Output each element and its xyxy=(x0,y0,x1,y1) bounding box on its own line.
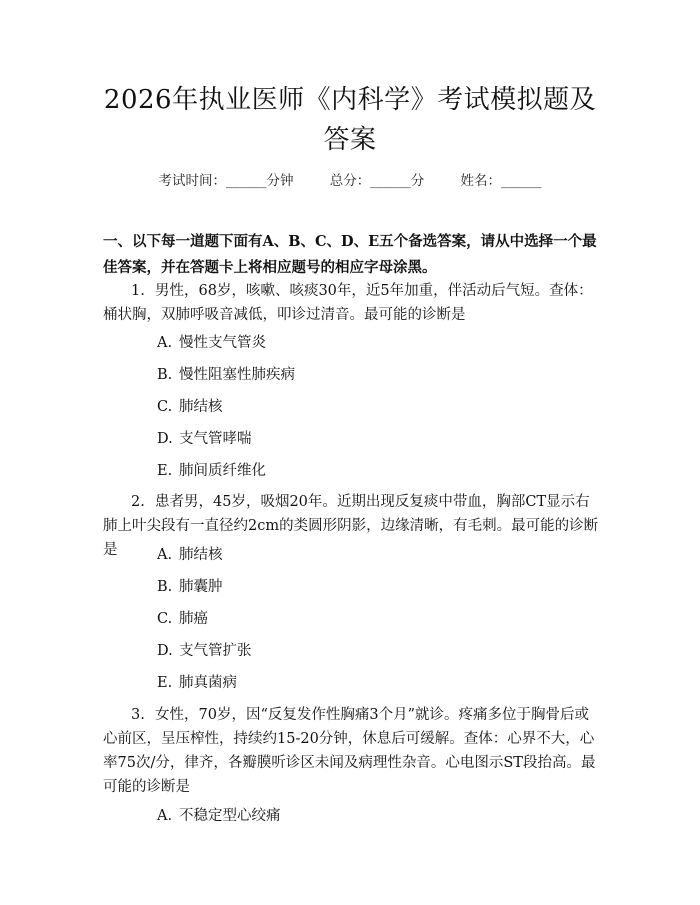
question-2-number: 2. xyxy=(131,494,145,510)
option-text: 肺癌 xyxy=(179,611,208,627)
option-text: 不稳定型心绞痛 xyxy=(179,808,281,824)
option-text: 肺间质纤维化 xyxy=(179,463,266,479)
option-letter: E. xyxy=(157,463,173,479)
option-letter: A. xyxy=(157,808,173,824)
total-score-field: 总分：______分 xyxy=(329,173,425,189)
question-2-text: 患者男，45岁，吸烟20年。近期出现反复痰中带血，胸部CT显示右肺上叶尖段有一直径约2cm的类圆形阴影，边缘清晰，有毛刺。最可能的诊断是 xyxy=(103,494,599,558)
question-2-option-a[interactable] xyxy=(157,545,223,565)
exam-meta xyxy=(0,169,700,189)
option-text: 肺真菌病 xyxy=(179,675,237,691)
exam-time-field: 考试时间：______分钟 xyxy=(158,173,294,189)
option-letter: D. xyxy=(157,431,173,447)
question-3-stem xyxy=(103,703,599,799)
option-text: 肺结核 xyxy=(179,547,223,563)
question-2-option-e[interactable] xyxy=(157,673,237,693)
option-letter: B. xyxy=(157,367,173,383)
page-title: 2026年执业医师《内科学》考试模拟题及答案 xyxy=(103,85,597,155)
question-1-number: 1. xyxy=(131,283,145,299)
question-3-number: 3. xyxy=(131,707,145,723)
option-letter: B. xyxy=(157,579,173,595)
section-heading: 一、以下每一道题下面有A、B、C、D、E五个备选答案，请从中选择一个最佳答案，并在答题卡上将相应题号的相应字母涂黑。 xyxy=(103,233,597,276)
option-letter: C. xyxy=(157,399,173,415)
question-1-text: 男性，68岁，咳嗽、咳痰30年，近5年加重，伴活动后气短。查体：桶状胸，双肺呼吸音减低，叩诊过清音。最可能的诊断是 xyxy=(103,283,593,323)
question-1-option-d[interactable] xyxy=(157,429,252,449)
question-2-option-c[interactable] xyxy=(157,609,208,629)
option-text: 慢性阻塞性肺疾病 xyxy=(179,367,295,383)
question-2-option-d[interactable] xyxy=(157,641,252,661)
question-1-option-a[interactable] xyxy=(157,333,266,353)
question-1-option-c[interactable] xyxy=(157,397,223,417)
option-text: 支气管哮喘 xyxy=(179,431,252,447)
question-1-option-e[interactable] xyxy=(157,461,266,481)
option-text: 支气管扩张 xyxy=(179,643,252,659)
option-text: 肺结核 xyxy=(179,399,223,415)
option-letter: A. xyxy=(157,335,173,351)
option-letter: A. xyxy=(157,547,173,563)
name-field: 姓名：______ xyxy=(460,173,542,189)
question-1-option-b[interactable] xyxy=(157,365,295,385)
option-letter: E. xyxy=(157,675,173,691)
question-1-stem xyxy=(103,279,599,327)
option-letter: D. xyxy=(157,643,173,659)
option-text: 慢性支气管炎 xyxy=(179,335,266,351)
question-3-text: 女性，70岁，因“反复发作性胸痛3个月”就诊。疼痛多位于胸骨后或心前区，呈压榨性，持续约15-20分钟，休息后可缓解。查体：心界不大，心率75次/分，律齐，各瓣膜听诊区未闻及病理性杂音。心电图示ST段抬高。最可能的诊断是 xyxy=(103,707,596,795)
question-3-option-a[interactable] xyxy=(157,806,281,826)
question-2-option-b[interactable] xyxy=(157,577,223,597)
option-text: 肺囊肿 xyxy=(179,579,223,595)
option-letter: C. xyxy=(157,611,173,627)
